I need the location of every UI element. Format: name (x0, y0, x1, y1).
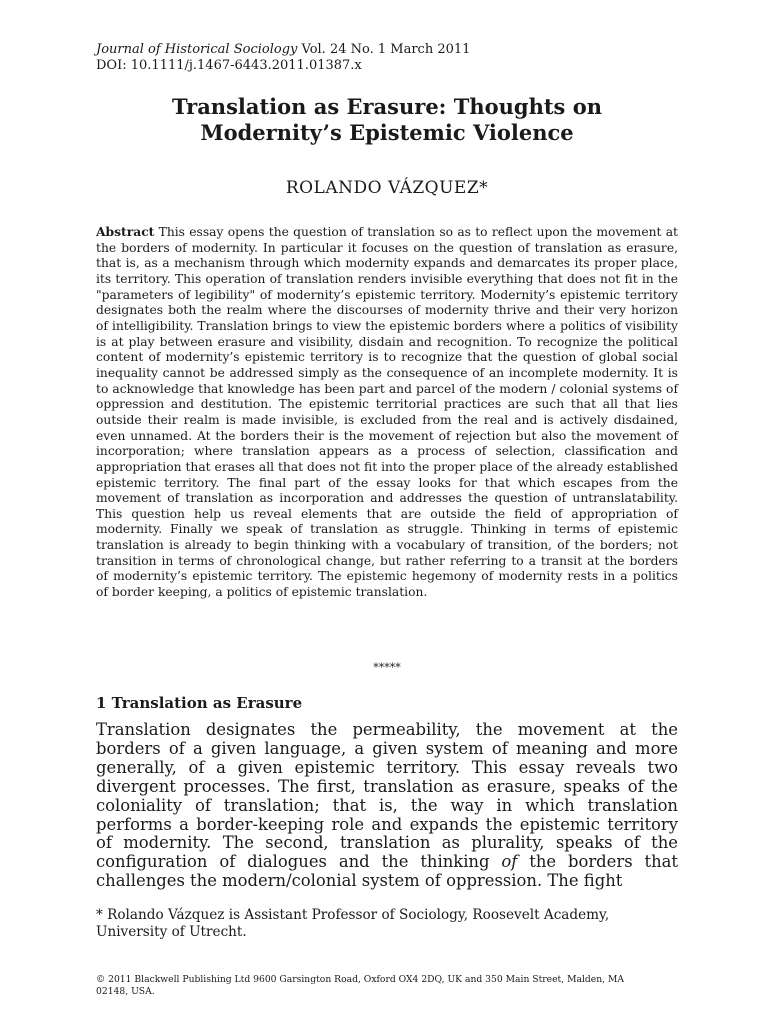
journal-name: Journal of Historical Sociology (96, 42, 298, 57)
author-name: ROLANDO VÁZQUEZ* (285, 178, 489, 198)
body-paragraph (96, 721, 678, 891)
journal-issue: Vol. 24 No. 1 March 2011 (297, 42, 471, 57)
abstract-label: Abstract (96, 224, 155, 239)
section-separator: ***** (373, 661, 401, 674)
body-text-part2: the borders that challenges the modern/colonial system of oppression. The fight (96, 852, 679, 891)
body-text-emphasis: of (501, 852, 518, 872)
section-heading: 1 Translation as Erasure (96, 694, 303, 712)
title-line-1: Translation as Erasure: Thoughts on (172, 94, 602, 119)
abstract-text: This essay opens the question of translation so as to reflect upon the movement at the borders of modernity. In particular it focuses on the question of translation as erasure, that is, as a mechanism through which modernity expands and demarcates its proper place, its territory. This operation of translation renders invisible everything that does not fit in the "parameters of legibility" of modernity’s epistemic territory. Modernity’s epistemic territory designates both the realm where the discourses of modernity thrive and their very horizon of intelligibility. Translation brings to view the epistemic borders where a politics of visibility is at play between erasure and visibility, disdain and recognition. To recognize the political content of modernity’s epistemic territory is to recognize that the question of global social inequality cannot be addressed simply as the consequence of an incomplete modernity. It is to acknowledge that knowledge has been part and parcel of the modern / colonial systems of oppression and destitution. The epistemic territorial practices are such that all that lies outside their realm is made invisible, is excluded from the real and is actively disdained, even unnamed. At the borders their is the movement of rejection but also the movement of incorporation; where translation appears as a process of selection, classification and appropriation that erases all that does not fit into the proper place of the already established epistemic territory. The final part of the essay looks for that which escapes from the movement of translation as incorporation and addresses the question of untranslatability. This question help us reveal elements that are outside the field of appropriation of modernity. Finally we speak of translation as struggle. Thinking in terms of epistemic translation is already to begin thinking with a vocabulary of transition, of the borders; not transition in terms of chronological change, but rather referring to a transit at the borders of modernity’s epistemic territory. The epistemic hegemony of modernity rests in a politics of border keeping, a politics of epistemic translation. (96, 225, 678, 600)
journal-citation (96, 42, 470, 58)
doi: DOI: 10.1111/j.1467-6443.2011.01387.x (96, 58, 362, 73)
abstract (96, 224, 678, 601)
copyright-notice: © 2011 Blackwell Publishing Ltd 9600 Garsington Road, Oxford OX4 2DQ, UK and 350 Main Street, Malden, MA 02148, USA. (96, 974, 625, 997)
title-line-2: Modernity’s Epistemic Violence (200, 120, 574, 145)
author-footnote: * Rolando Vázquez is Assistant Professor of Sociology, Roosevelt Academy, University of Utrecht. (96, 907, 610, 940)
body-text-part1: Translation designates the permeability, the movement at the borders of a given language, a given system of meaning and more generally, of a given epistemic territory. This essay reveals two divergent processes. The first, translation as erasure, speaks of the coloniality of translation; that is, the way in which translation performs a border-keeping role and expands the epistemic territory of modernity. The second, translation as plurality, speaks of the configuration of dialogues and the thinking (96, 720, 678, 872)
article-title (96, 94, 678, 146)
